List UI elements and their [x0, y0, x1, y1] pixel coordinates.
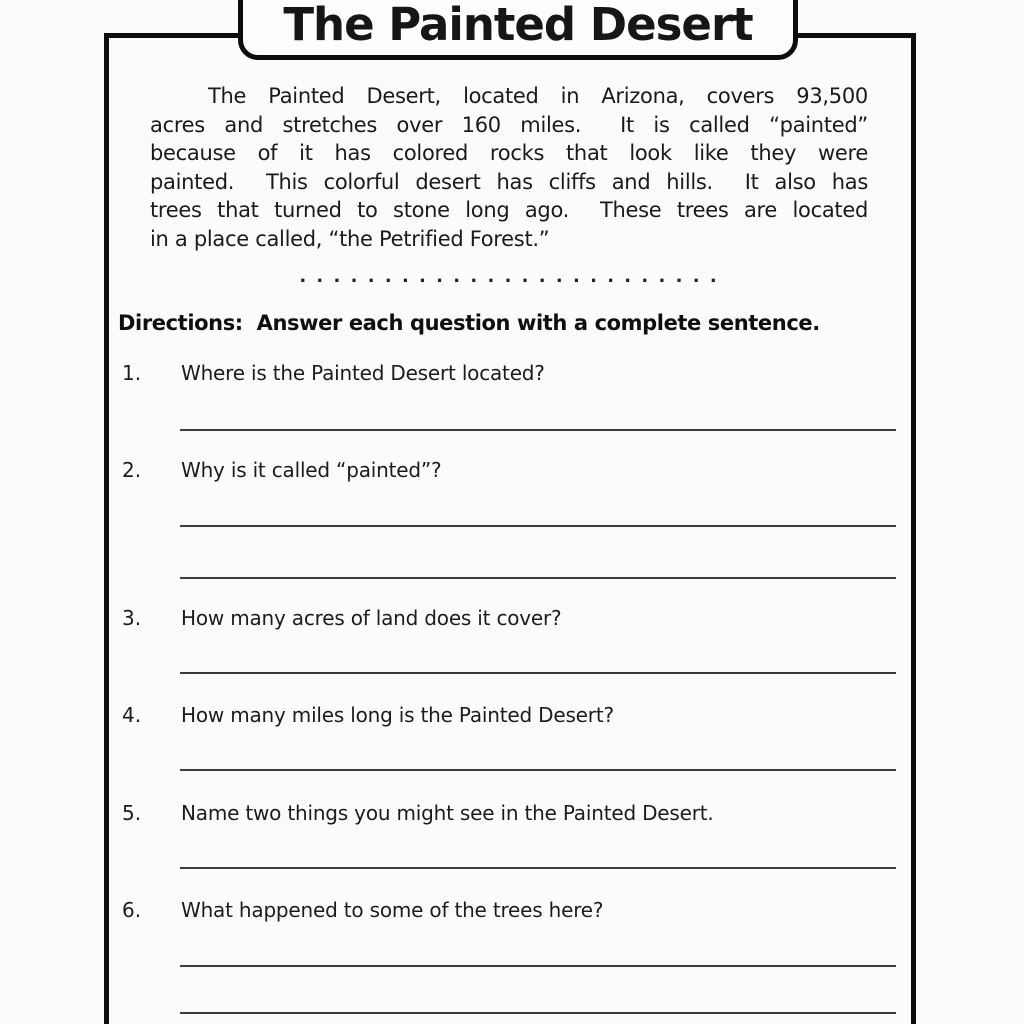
- question-text: How many acres of land does it cover?: [181, 606, 562, 630]
- passage-line: acres and stretches over 160 miles. It is called “painted”: [150, 112, 868, 137]
- question-text: Why is it called “painted”?: [181, 458, 442, 482]
- question-number: 2.: [122, 458, 142, 482]
- question-number: 1.: [122, 361, 142, 385]
- passage-line: in a place called, “the Petrified Forest.”: [150, 226, 550, 251]
- question-number: 5.: [122, 801, 142, 825]
- question-row-5: [0, 801, 1024, 829]
- question-number: 3.: [122, 606, 142, 630]
- question-row-3: [0, 606, 1024, 634]
- directions-text: Directions: Answer each question with a complete sentence.: [118, 311, 820, 335]
- question-number: 6.: [122, 898, 142, 922]
- answer-line: [180, 1012, 896, 1014]
- question-text: What happened to some of the trees here?: [181, 898, 604, 922]
- answer-line: [180, 672, 896, 674]
- question-row-1: [0, 361, 1024, 389]
- passage-line: painted. This colorful desert has cliffs and hills. It also has: [150, 169, 868, 194]
- question-number: 4.: [122, 703, 142, 727]
- question-text: Where is the Painted Desert located?: [181, 361, 545, 385]
- answer-line: [180, 577, 896, 579]
- reading-passage: [150, 82, 868, 254]
- answer-line: [180, 429, 896, 431]
- passage-line: trees that turned to stone long ago. These trees are located: [150, 198, 868, 223]
- passage-line: because of it has colored rocks that look like they were: [150, 141, 868, 166]
- answer-line: [180, 525, 896, 527]
- question-row-2: [0, 458, 1024, 486]
- passage-line: The Painted Desert, located in Arizona, covers 93,500: [208, 84, 868, 108]
- dotted-separator: . . . . . . . . . . . . . . . . . . . . . . . . .: [299, 266, 719, 287]
- question-row-4: [0, 703, 1024, 731]
- answer-line: [180, 769, 896, 771]
- question-text: How many miles long is the Painted Desert?: [181, 703, 614, 727]
- answer-line: [180, 965, 896, 967]
- answer-line: [180, 867, 896, 869]
- question-text: Name two things you might see in the Painted Desert.: [181, 801, 714, 825]
- question-row-6: [0, 898, 1024, 926]
- page-title: The Painted Desert: [283, 0, 753, 51]
- title-box: [238, 0, 798, 60]
